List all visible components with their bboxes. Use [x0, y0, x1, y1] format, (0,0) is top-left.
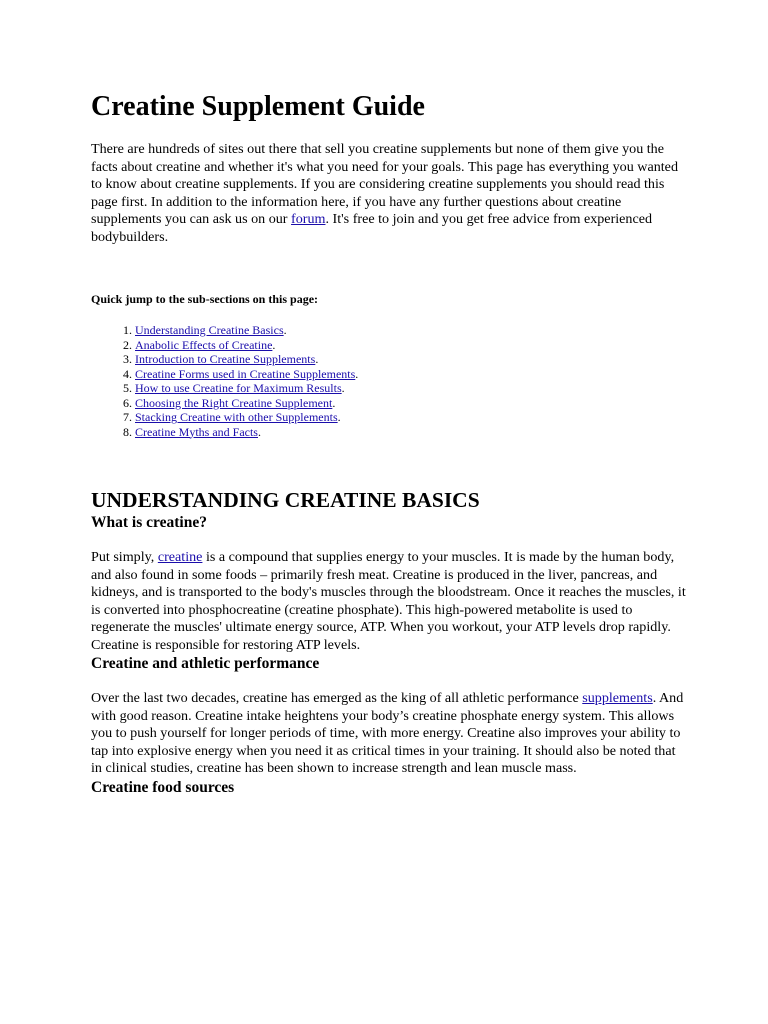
intro-text: There are hundreds of sites out there that sell you creatine supplements but none of them give you the facts about creatine and whether it's what you need for your goals. This page has everything you wanted to know about creatine supplements. If you are considering creatine supplements you should read this page first. In addition to the information here, if you have any further questions about creatine supplements you can ask us on our	[91, 141, 678, 227]
toc-item: 4. Creatine Forms used in Creatine Supplements.	[135, 367, 686, 382]
toc-link-anabolic-effects[interactable]: Anabolic Effects of Creatine	[135, 337, 273, 352]
toc-item: 1. Understanding Creatine Basics.	[135, 323, 686, 338]
athletic-text-end: . And with good reason. Creatine intake heightens your body’s creatine phosphate energy system. This allows you to push yourself for longer periods of time, with more energy. Creatine also improves your ability to tap into explosive energy when you need it as critical times in your training. It should also be noted that in clinical studies, creatine has been shown to increase strength and lean muscle mass.	[91, 690, 684, 776]
athletic-text: Over the last two decades, creatine has emerged as the king of all athletic performance	[91, 690, 583, 706]
toc-link-how-to-use[interactable]: How to use Creatine for Maximum Results	[135, 381, 342, 395]
toc-link-creatine-forms[interactable]: Creatine Forms used in Creatine Supplements	[135, 366, 356, 381]
what-is-text: Put simply,	[91, 549, 158, 565]
subheading-what-is-creatine: What is creatine?	[91, 514, 207, 531]
toc-link-myths-facts[interactable]: Creatine Myths and Facts	[135, 424, 258, 439]
subheading-food-sources: Creatine food sources	[91, 778, 235, 796]
page-title: Creatine Supplement Guide	[91, 91, 425, 122]
toc-item: 2. Anabolic Effects of Creatine.	[135, 338, 686, 353]
toc-link-stacking[interactable]: Stacking Creatine with other Supplements	[135, 410, 338, 424]
toc-item: 6. Choosing the Right Creatine Supplement.	[135, 396, 686, 411]
what-is-paragraph	[91, 549, 686, 654]
toc-link-choosing[interactable]: Choosing the Right Creatine Supplement	[135, 395, 333, 410]
forum-link[interactable]: forum	[291, 211, 326, 227]
toc-link-understanding-basics[interactable]: Understanding Creatine Basics	[135, 323, 284, 337]
athletic-paragraph	[91, 690, 686, 778]
intro-text-end: . It's free to join and you get free advice from experienced bodybuilders.	[91, 211, 653, 245]
quick-jump-label: Quick jump to the sub-sections on this page:	[91, 292, 319, 306]
intro-paragraph	[91, 141, 686, 246]
toc-link-introduction[interactable]: Introduction to Creatine Supplements	[135, 352, 316, 366]
creatine-link[interactable]: creatine	[157, 549, 203, 565]
subheading-athletic-performance: Creatine and athletic performance	[91, 655, 320, 672]
what-is-text-end: is a compound that supplies energy to your muscles. It is made by the human body, and also found in some foods – primarily fresh meat. Creatine is produced in the liver, pancreas, and kidneys, and is transported to the body's muscles through the bloodstream. Once it reaches the muscles, it is converted into phosphocreatine (creatine phosphate). This high-powered metabolite is used to regenerate the muscles' ultimate energy source, ATP. When you workout, your ATP levels drop rapidly. Creatine is responsible for restoring ATP levels.	[91, 549, 686, 653]
document-content	[91, 90, 686, 798]
toc-item: 7. Stacking Creatine with other Supplements.	[135, 410, 686, 425]
toc-item: 8. Creatine Myths and Facts.	[135, 425, 686, 440]
toc-item: 3. Introduction to Creatine Supplements.	[135, 352, 686, 367]
section-heading: UNDERSTANDING CREATINE BASICS	[91, 488, 480, 512]
table-of-contents	[91, 323, 686, 439]
supplements-link[interactable]: supplements	[582, 690, 653, 706]
toc-item: 5. How to use Creatine for Maximum Results.	[135, 381, 686, 396]
